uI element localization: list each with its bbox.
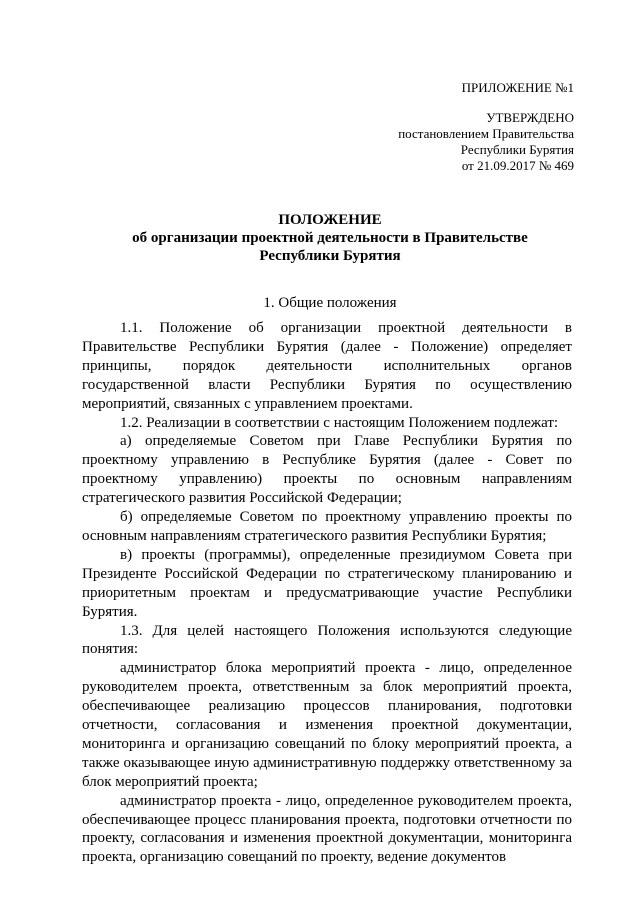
appendix-label: ПРИЛОЖЕНИЕ №1: [461, 80, 574, 95]
decree-label: постановлением Правительства: [398, 126, 574, 141]
paragraph: б) определяемые Советом по проектному управлению проекты по основным направлениям стратегического развития Республики Бурятия;: [82, 509, 572, 544]
paragraph: 1.1. Положение об организации проектной деятельности в Правительстве Республики Бурятия (далее - Положение) определяет принципы, порядок деятельности исполнительных органов государственной власти Республики Бурятия по осуществлению мероприятий, связанных с управлением проектами.: [82, 320, 572, 412]
paragraph: 1.3. Для целей настоящего Положения используются следующие понятия:: [82, 622, 572, 658]
title-line-3: Республики Бурятия: [259, 248, 401, 264]
document-title: [80, 211, 580, 265]
paragraph: администратор блока мероприятий проекта - лицо, определенное руководителем проекта, ответственным за блок мероприятий проекта, обеспечивающее реализацию процессов планирования, подготовки отчетности, согласования и изменения проектной документации, мониторинга и организацию совещаний по блоку мероприятий проекта, а также оказывающее иную административную поддержку ответственному за блок мероприятий проекта;: [82, 660, 572, 790]
document-body: [82, 319, 572, 867]
paragraph: администратор проекта - лицо, определенное руководителем проекта, обеспечивающее процесс планирования проекта, подготовки отчетности по проекту, согласования и изменения проектной документации, мониторинга проекта, организацию совещаний по проекту, ведение документов: [82, 792, 572, 866]
paragraph: в) проекты (программы), определенные президиумом Совета при Президенте Российской Федерации по стратегическому планированию и приоритетным проектам и предусматривающие участие Республики Бурятия.: [82, 546, 572, 620]
republic-label: Республики Бурятия: [460, 142, 574, 157]
approval-stamp: [398, 110, 574, 174]
section-heading: 1. Общие положения: [263, 295, 397, 311]
approved-label: УТВЕРЖДЕНО: [486, 110, 574, 125]
paragraph: а) определяемые Советом при Главе Республики Бурятия по проектному управлению в Республике Бурятия (далее - Совет по проектному управлению) проекты по основным направлениям стратегического развития Российской Федерации;: [82, 433, 572, 507]
decree-date-number: от 21.09.2017 № 469: [461, 158, 574, 173]
title-line-2: об организации проектной деятельности в Правительстве: [132, 230, 528, 246]
title-line-1: ПОЛОЖЕНИЕ: [278, 212, 382, 228]
paragraph: 1.2. Реализации в соответствии с настоящим Положением подлежат:: [120, 414, 559, 431]
